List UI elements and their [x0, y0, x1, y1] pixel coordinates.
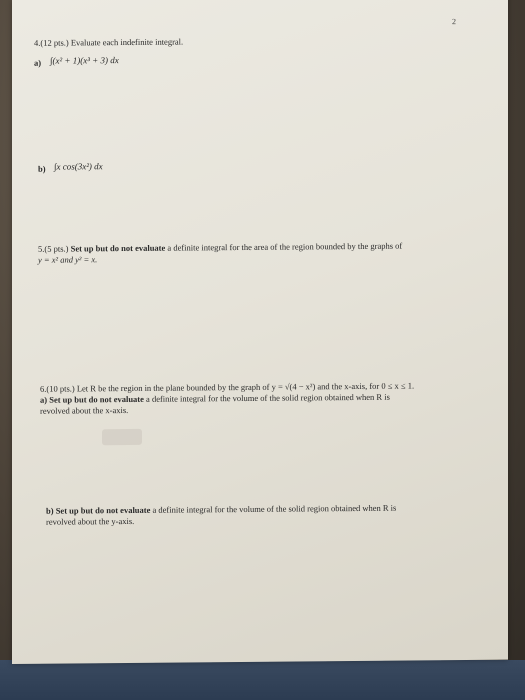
q4b-integral: ∫x cos(3x²) dx [54, 161, 103, 172]
q4a-integral: ∫(x² + 1)(x³ + 3) dx [50, 55, 119, 66]
q6b-bold: Set up but do not evaluate [55, 504, 151, 516]
q6a-line2: revolved about the x-axis. [40, 404, 129, 416]
q6b-rest: a definite integral for the volume of the solid region obtained when R is [152, 502, 397, 515]
q4a-label: a) [34, 57, 42, 68]
q5-line2: y = x² and y² = x. [38, 254, 98, 265]
q6-line1: 6.(10 pts.) Let R be the region in the plane bounded by the graph of y = √(4 − x²) and the x-axis, for 0 ≤ x ≤ 1. [40, 380, 415, 394]
q6a-label: a) [40, 394, 48, 405]
bleed-through-mark [102, 429, 142, 445]
carpet-floor [0, 660, 525, 700]
q4b-label: b) [38, 163, 46, 174]
q4-heading: 4.(12 pts.) Evaluate each indefinite integral. [34, 36, 184, 48]
q5-rest: a definite integral for the area of the region bounded by the graphs of [167, 240, 403, 253]
q6b-line1 [46, 503, 396, 517]
exam-page [12, 0, 508, 664]
q6a-rest: a definite integral for the volume of the solid region obtained when R is [146, 391, 390, 404]
q6b-line2: revolved about the y-axis. [46, 515, 135, 527]
q5-line1 [38, 241, 402, 255]
q5-prefix: 5.(5 pts.) [38, 243, 69, 254]
q6a-bold: Set up but do not evaluate [49, 393, 144, 405]
q6b-label: b) [46, 505, 54, 516]
q6a-line1 [40, 392, 390, 406]
q5-bold: Set up but do not evaluate [70, 242, 166, 254]
page-number: 2 [452, 17, 456, 27]
